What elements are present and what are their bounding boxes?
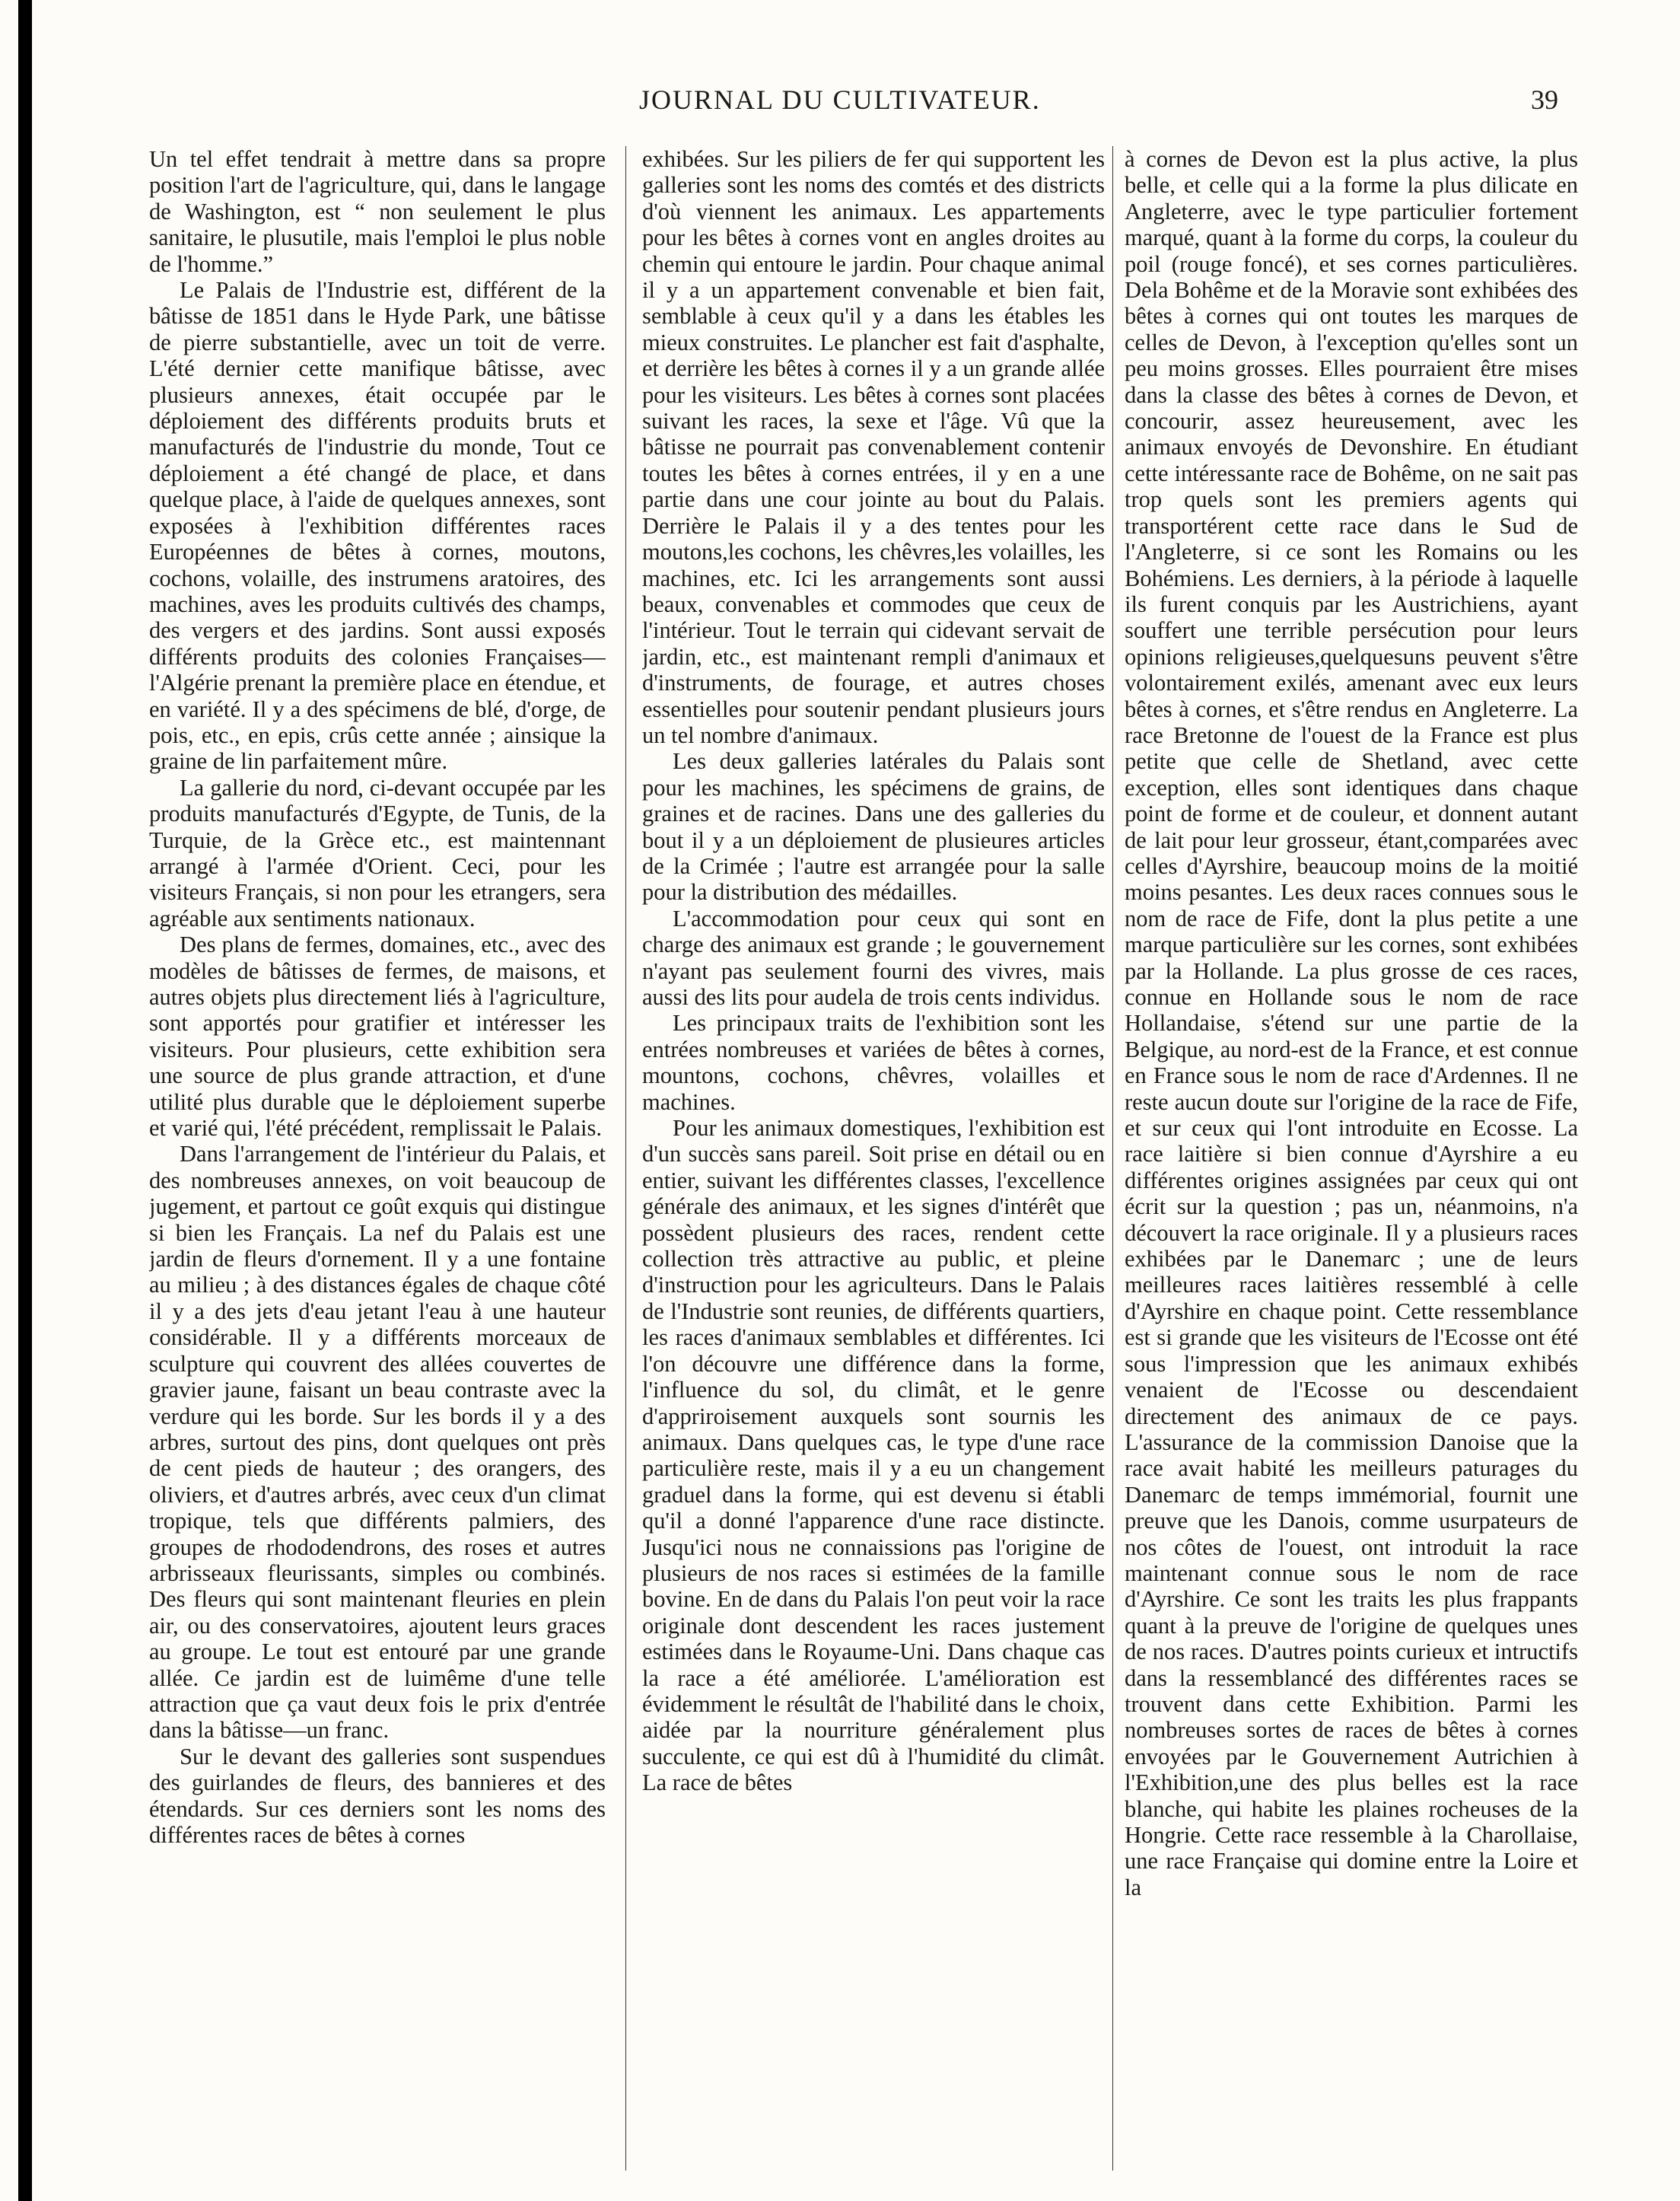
paragraph: Les principaux traits de l'exhibition sont les entrées nombreuses et variées de bêtes à cornes, mountons, cochons, chêvres, volailles et machines. xyxy=(642,1010,1105,1115)
paragraph: Un tel effet tendrait à mettre dans sa propre position l'art de l'agriculture, qui, dans le langage de Washington, est “ non seulement le plus sanitaire, le plusutile, mais l'emploi le plus noble de l'homme.” xyxy=(149,146,606,277)
paragraph: L'accommodation pour ceux qui sont en charge des animaux est grande ; le gouvernement n'ayant pas seulement fourni des vivres, mais aussi des lits pour audela de trois cents individus. xyxy=(642,905,1105,1010)
binding-edge xyxy=(18,0,32,2201)
paragraph: exhibées. Sur les piliers de fer qui supportent les galleries sont les noms des comtés et des districts d'où viennent les animaux. Les appartements pour les bêtes à cornes vont en angles droites au chemin qui entoure le jardin. Pour chaque animal il y a un appartement convenable et bien fait, semblable à ceux qu'il y a dans les étables les mieux construites. Le plancher est fait d'asphalte, et derrière les bêtes à cornes il y a un grande allée pour les visiteurs. Les bêtes à cornes sont placées suivant les races, la sexe et l'âge. Vû que la bâtisse ne pourrait pas convenablement contenir toutes les bêtes à cornes entrées, il y en a une partie dans une cour jointe au bout du Palais. Derrière le Palais il y a des tentes pour les moutons,les cochons, les chêvres,les volailles, les machines, etc. Ici les arrangements sont aussi beaux, convenables et commodes que ceux de l'intérieur. Tout le terrain qui cidevant servait de jardin, etc., est maintenant rempli d'animaux et d'instruments, de fourage, et autres choses essentielles pour soutenir pendant plusieurs jours un tel nombre d'animaux. xyxy=(642,146,1105,748)
page-number: 39 xyxy=(1531,84,1558,115)
paragraph: La gallerie du nord, ci-devant occupée par les produits manufacturés d'Egypte, de Tunis, de la Turquie, de la Grèce etc., est maintennant arrangé à l'armée d'Orient. Ceci, pour les visiteurs Français, si non pour les etrangers, sera agréable aux sentiments nationaux. xyxy=(149,774,606,932)
text-column-3 xyxy=(1125,146,1578,2193)
text-column-2 xyxy=(642,146,1105,2193)
paragraph: Pour les animaux domestiques, l'exhibition est d'un succès sans pareil. Soit prise en détail ou en entier, suivant les différentes classes, l'excellence générale des animaux, et les signes d'intérêt que possèdent plusieurs des races, rendent cette collection très attractive au public, et pleine d'instruction pour les agriculteurs. Dans le Palais de l'Industrie sont reunies, de différents quartiers, les races d'animaux semblables et différentes. Ici l'on découvre une différence dans la forme, l'influence du sol, du climât, et le genre d'appriroisement auxquels sont sournis les animaux. Dans quelques cas, le type d'une race particulière reste, mais il y a eu un changement graduel dans la forme, qui est devenu si établi qu'il a donné l'apparence d'une race distincte. Jusqu'ici nous ne connaissions pas l'origine de plusieurs de nos races si estimées de la famille bovine. En de dans du Palais l'on peut voir la race originale dont descendent les races justement estimées dans le Royaume-Uni. Dans chaque cas la race a été améliorée. L'amélioration est évidemment le résultât de l'habilité dans le choix, aidée par la nourriture généralement plus succulente, ce qui est dû à l'humidité du climât. La race de bêtes xyxy=(642,1115,1105,1796)
running-title: JOURNAL DU CULTIVATEUR. xyxy=(639,84,1041,115)
paragraph: à cornes de Devon est la plus active, la plus belle, et celle qui a la forme la plus dilicate en Angleterre, avec le type particulier fortement marqué, quant à la forme du corps, la couleur du poil (rouge foncé), et ses cornes particulières. Dela Bohême et de la Moravie sont exhibées des bêtes à cornes qui ont toutes les marques de celles de Devon, à l'exception qu'elles sont un peu moins grosses. Elles pourraient être mises dans la classe des bêtes à cornes de Devon, et concourir, assez heureusement, avec les animaux envoyés de Devonshire. En étudiant cette intéressante race de Bohême, on ne sait pas trop quels sont les premiers agents qui transportérent cette race dans le Sud de l'Angleterre, si ce sont les Romains ou les Bohémiens. Les derniers, à la période à laquelle ils furent conquis par les Austrichiens, ayant souffert une terrible persécution pour leurs opinions religieuses,quelquesuns peuvent s'être volontairement exilés, amenant avec eux leurs bêtes à cornes, et s'être rendus en Angleterre. La race Bretonne de l'ouest de la France est plus petite que celle de Shetland, avec cette exception, elles sont identiques dans chaque point de forme et de couleur, et donnent autant de lait pour leur grosseur, étant,comparées avec celles d'Ayrshire, beaucoup moins de la moitié moins pesantes. Les deux races connues sous le nom de race de Fife, dont la plus petite a une marque particulière sur les cornes, sont exhibées par la Hollande. La plus grosse de ces races, connue en Hollande sous le nom de race Hollandaise, s'étend sur une partie de la Belgique, au nord-est de la France, et est connue en France sous le nom de race d'Ardennes. Il ne reste aucun doute sur l'origine de la race de Fife, et sur ceux qui l'ont introduite en Ecosse. La race laitière si bien connue d'Ayrshire a eu différentes origines assignées par ceux qui ont écrit sur la question ; pas un, néanmoins, n'a découvert la race originale. Il y a plusieurs races exhibées par le Danemarc ; une de leurs meilleures races laitières ressemblé à celle d'Ayrshire en chaque point. Cette ressemblance est si grande que les visiteurs de l'Ecosse ont été sous l'impression que les animaux exhibés venaient de l'Ecosse ou descendaient directement des animaux de ce pays. L'assurance de la commission Danoise que la race avait habité les meilleurs paturages du Danemarc de temps immémorial, fournit une preuve que les Danois, comme usurpateurs de nos côtes de l'ouest, ont introduit la race maintenant connue sous le nom de race d'Ayrshire. Ce sont les traits les plus frappants quant à la preuve de l'origine de quelques unes de nos races. D'autres points curieux et intructifs dans la ressemblancé des différentes races se trouvent dans cette Exhibition. Parmi les nombreuses sortes de races de bêtes à cornes envoyées par le Gouvernement Autrichien à l'Exhibition,une des plus belles est la race blanche, qui habite les plaines rocheuses de la Hongrie. Cette race ressemble à la Charollaise, une race Française qui domine entre la Loire et la xyxy=(1125,146,1578,1900)
paragraph: Des plans de fermes, domaines, etc., avec des modèles de bâtisses de fermes, de maisons, et autres objets plus directement liés à l'agriculture, sont apportés pour gratifier et intéresser les visiteurs. Pour plusieurs, cette exhibition sera une source de plus grande attraction, et d'une utilité plus durable que le déploiement superbe et varié qui, l'été précédent, remplissait le Palais. xyxy=(149,932,606,1142)
paragraph: Dans l'arrangement de l'intérieur du Palais, et des nombreuses annexes, on voit beaucoup de jugement, et partout ce goût exquis qui distingue si bien les Français. La nef du Palais est une jardin de fleurs d'ornement. Il y a une fontaine au milieu ; à des distances égales de chaque côté il y a des jets d'eau jetant l'eau à une hauteur considérable. Il y a différents morceaux de sculpture qui couvrent des allées couvertes de gravier jaune, faisant un beau contraste avec la verdure qui les borde. Sur les bords il y a des arbres, surtout des pins, dont quelques ont près de cent pieds de hauteur ; des orangers, des oliviers, et d'autres arbrés, avec ceux d'un climat tropique, tels que différents palmiers, des groupes de rhododendrons, des roses et autres arbrisseaux fleurissants, simples ou combinés. Des fleurs qui sont maintenant fleuries en plein air, ou des conservatoires, ajoutent leurs graces au groupe. Le tout est entouré par une grande allée. Ce jardin est de luimême d'une telle attraction que ça vaut deux fois le prix d'entrée dans la bâtisse—un franc. xyxy=(149,1141,606,1744)
column-rule-right xyxy=(1112,146,1113,2171)
paragraph: Sur le devant des galleries sont suspendues des guirlandes de fleurs, des bannieres et des étendards. Sur ces derniers sont les noms des différentes races de bêtes à cornes xyxy=(149,1743,606,1848)
column-rule-left xyxy=(625,146,626,2171)
text-column-1 xyxy=(149,146,606,2193)
paragraph: Les deux galleries latérales du Palais sont pour les machines, les spécimens de grains, de graines et de racines. Dans une des galleries du bout il y a un déploiement de plusieures articles de la Crimée ; l'autre est arrangée pour la salle pour la distribution des médailles. xyxy=(642,748,1105,906)
paragraph: Le Palais de l'Industrie est, différent de la bâtisse de 1851 dans le Hyde Park, une bâtisse de pierre substantielle, avec un toit de verre. L'été dernier cette manifique bâtisse, avec plusieurs annexes, était occupée par le déploiement des différents produits bruts et manufacturés de l'industrie du monde, Tout ce déploiement a été changé de place, et dans quelque place, à l'aide de quelques annexes, sont exposées à l'exhibition différentes races Européennes de bêtes à cornes, moutons, cochons, volaille, des instrumens aratoires, des machines, aves les produits cultivés des champs, des vergers et des jardins. Sont aussi exposés différents produits des colonies Françaises—l'Algérie prenant la première place en étendue, et en variété. Il y a des spécimens de blé, d'orge, de pois, etc., en epis, crûs cette année ; ainsique la graine de lin parfaitement mûre. xyxy=(149,277,606,775)
